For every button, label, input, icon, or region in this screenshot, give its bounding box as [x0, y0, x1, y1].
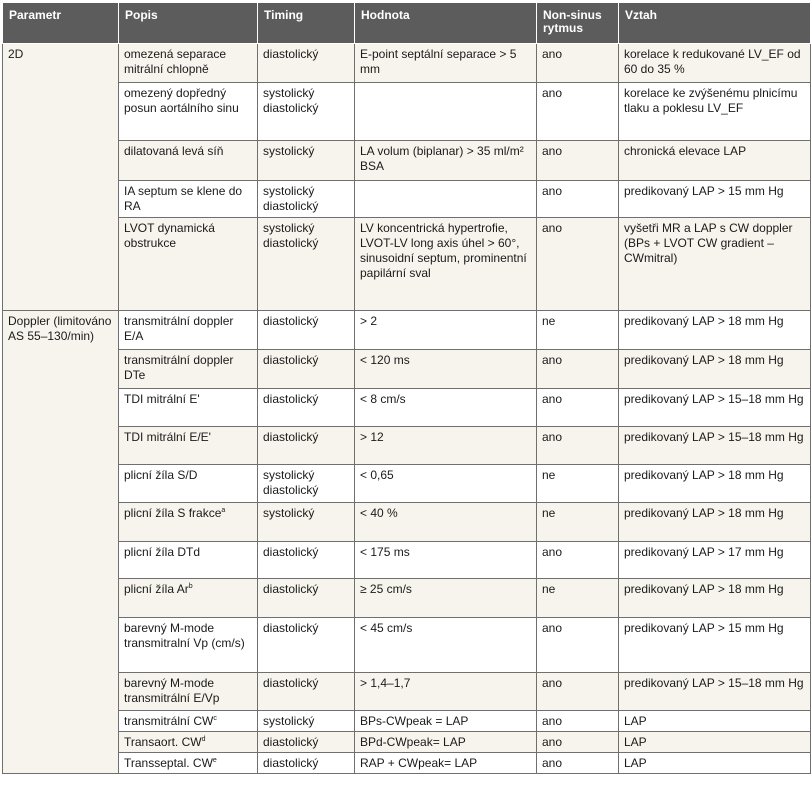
- cell-hodnota: [355, 618, 537, 673]
- cell-timing: [258, 218, 355, 311]
- cell-non-sinus-text: ano: [542, 221, 563, 235]
- cell-popis-text: Transaort. CW: [124, 735, 202, 749]
- cell-timing-text: systolický: [263, 714, 315, 728]
- cell-vztah: [619, 753, 811, 774]
- cell-vztah: [619, 311, 811, 350]
- cell-timing-text: systolický: [263, 144, 315, 158]
- cell-hodnota-text: E-point septální separace > 5 mm: [360, 47, 517, 76]
- cell-timing: [258, 711, 355, 732]
- cell-popis-text: plicní žíla S frakce: [124, 506, 222, 520]
- cell-timing-text: systolický diastolický: [263, 86, 319, 115]
- cell-timing: [258, 732, 355, 753]
- table-row: [3, 711, 811, 732]
- cell-vztah-text: predikovaný LAP > 18 mm Hg: [624, 314, 784, 328]
- cell-timing: [258, 311, 355, 350]
- cell-vztah: [619, 181, 811, 218]
- cell-timing-text: systolický diastolický: [263, 468, 319, 497]
- cell-popis-text: IA septum se klene do RA: [124, 184, 243, 213]
- table-row: [3, 218, 811, 311]
- cell-vztah-text: predikovaný LAP > 18 mm Hg: [624, 468, 784, 482]
- cell-popis: [119, 311, 258, 350]
- cell-vztah-text: predikovaný LAP > 18 mm Hg: [624, 582, 784, 596]
- group-doppler: Doppler (limitováno AS 55–130/min): [3, 311, 119, 774]
- group-2d: 2D: [3, 44, 119, 311]
- cell-popis: [119, 44, 258, 83]
- cell-non-sinus: [537, 44, 619, 83]
- cell-non-sinus: [537, 350, 619, 389]
- table-row: [3, 753, 811, 774]
- cell-vztah: [619, 389, 811, 427]
- cell-popis-text: dilatovaná levá síň: [124, 144, 224, 158]
- cell-popis-text: transmitrální doppler DTe: [124, 353, 234, 382]
- cell-vztah-text: predikovaný LAP > 15–18 mm Hg: [624, 430, 804, 444]
- cell-non-sinus-text: ano: [542, 184, 563, 198]
- cell-non-sinus: [537, 427, 619, 465]
- table-row: [3, 350, 811, 389]
- cell-vztah-text: chronická elevace LAP: [624, 144, 747, 158]
- cell-popis: [119, 465, 258, 503]
- cell-vztah: [619, 732, 811, 753]
- cell-hodnota-text: < 0,65: [360, 468, 394, 482]
- cell-hodnota: [355, 389, 537, 427]
- cell-popis-text: plicní žíla Ar: [124, 582, 189, 596]
- table-row: [3, 44, 811, 83]
- cell-popis: [119, 83, 258, 141]
- cell-non-sinus-text: ano: [542, 86, 563, 100]
- cell-hodnota: [355, 753, 537, 774]
- cell-popis: [119, 389, 258, 427]
- cell-timing: [258, 579, 355, 618]
- cell-hodnota-text: LV koncentrická hypertrofie, LVOT-LV long axis úhel > 60°, sinusoidní septum, prominentní papilární sval: [360, 221, 527, 280]
- cell-vztah-text: predikovaný LAP > 15–18 mm Hg: [624, 392, 804, 406]
- cell-vztah: [619, 542, 811, 579]
- cell-vztah: [619, 44, 811, 83]
- cell-timing: [258, 141, 355, 181]
- table-row: [3, 427, 811, 465]
- cell-vztah-text: LAP: [624, 756, 647, 770]
- cell-non-sinus: [537, 618, 619, 673]
- cell-popis-text: omezený dopředný posun aortálního sinu: [124, 86, 239, 115]
- table-header-row: [3, 3, 811, 44]
- table-row: [3, 83, 811, 141]
- cell-non-sinus-text: ano: [542, 144, 563, 158]
- cell-vztah-text: predikovaný LAP > 18 mm Hg: [624, 506, 784, 520]
- table-row: [3, 673, 811, 711]
- cell-popis-text: plicní žíla S/D: [124, 468, 198, 482]
- header-hodnota: Hodnota: [355, 3, 537, 44]
- cell-vztah-text: predikovaný LAP > 15 mm Hg: [624, 184, 784, 198]
- cell-timing: [258, 673, 355, 711]
- cell-vztah: [619, 427, 811, 465]
- cell-popis: [119, 141, 258, 181]
- table-row: [3, 181, 811, 218]
- cell-non-sinus: [537, 83, 619, 141]
- cell-timing: [258, 465, 355, 503]
- cell-hodnota-text: BPd-CWpeak= LAP: [360, 735, 466, 749]
- table-row: [3, 579, 811, 618]
- cell-timing: [258, 542, 355, 579]
- cell-vztah-text: predikovaný LAP > 17 mm Hg: [624, 545, 784, 559]
- cell-hodnota-text: > 2: [360, 314, 378, 328]
- cell-hodnota: [355, 311, 537, 350]
- cell-vztah: [619, 218, 811, 311]
- cell-timing-text: diastolický: [263, 582, 319, 596]
- header-timing: Timing: [258, 3, 355, 44]
- cell-vztah: [619, 465, 811, 503]
- cell-non-sinus-text: ne: [542, 582, 556, 596]
- cell-non-sinus: [537, 141, 619, 181]
- cell-timing-text: diastolický: [263, 314, 319, 328]
- footnote-marker: b: [188, 583, 193, 590]
- cell-popis: [119, 579, 258, 618]
- cell-hodnota: [355, 503, 537, 542]
- cell-vztah-text: LAP: [624, 714, 647, 728]
- cell-popis-text: transmitrální CW: [124, 714, 214, 728]
- cell-vztah-text: LAP: [624, 735, 647, 749]
- cell-non-sinus-text: ano: [542, 676, 563, 690]
- cell-vztah-text: vyšetři MR a LAP s CW doppler (BPs + LVOT CW gradient – CWmitral): [624, 221, 793, 265]
- cell-hodnota-text: BPs-CWpeak = LAP: [360, 714, 469, 728]
- cell-popis: [119, 503, 258, 542]
- cell-hodnota-text: < 45 cm/s: [360, 621, 413, 635]
- cell-timing-text: diastolický: [263, 430, 319, 444]
- cell-non-sinus-text: ano: [542, 430, 563, 444]
- cell-non-sinus-text: ano: [542, 545, 563, 559]
- cell-timing-text: systolický diastolický: [263, 184, 319, 213]
- cell-popis: [119, 732, 258, 753]
- header-vztah: Vztah: [619, 3, 811, 44]
- cell-vztah: [619, 673, 811, 711]
- cell-vztah-text: predikovaný LAP > 15–18 mm Hg: [624, 676, 804, 690]
- cell-popis: [119, 350, 258, 389]
- cell-hodnota-text: ≥ 25 cm/s: [360, 582, 412, 596]
- cell-timing-text: diastolický: [263, 392, 319, 406]
- cell-hodnota-text: > 1,4–1,7: [360, 676, 411, 690]
- cell-popis-text: transmitrální doppler E/A: [124, 314, 234, 343]
- cell-timing-text: diastolický: [263, 756, 319, 770]
- cell-popis-text: Transseptal. CW: [124, 756, 213, 770]
- cell-popis-text: barevný M-mode transmitralní Vp (cm/s): [124, 621, 245, 650]
- cell-non-sinus-text: ano: [542, 47, 563, 61]
- cell-hodnota: [355, 465, 537, 503]
- cell-timing: [258, 181, 355, 218]
- cell-timing: [258, 83, 355, 141]
- cell-non-sinus: [537, 673, 619, 711]
- header-non-sinus: Non-sinus rytmus: [537, 3, 619, 44]
- cell-hodnota-text: < 175 ms: [360, 545, 410, 559]
- cell-hodnota: [355, 218, 537, 311]
- cell-non-sinus: [537, 579, 619, 618]
- cell-non-sinus-text: ano: [542, 392, 563, 406]
- cell-non-sinus: [537, 389, 619, 427]
- cell-non-sinus: [537, 732, 619, 753]
- cell-hodnota-text: < 40 %: [360, 506, 398, 520]
- cell-non-sinus-text: ano: [542, 756, 563, 770]
- cell-vztah: [619, 350, 811, 389]
- cell-timing-text: diastolický: [263, 353, 319, 367]
- cell-hodnota: [355, 579, 537, 618]
- cell-popis: [119, 753, 258, 774]
- table-row: [3, 141, 811, 181]
- cell-popis: [119, 542, 258, 579]
- cell-hodnota-text: RAP + CWpeak= LAP: [360, 756, 478, 770]
- header-parametr: Parametr: [3, 3, 119, 44]
- table-row: [3, 389, 811, 427]
- cell-hodnota: [355, 83, 537, 141]
- cell-timing-text: diastolický: [263, 735, 319, 749]
- cell-non-sinus: [537, 181, 619, 218]
- cell-timing-text: diastolický: [263, 621, 319, 635]
- cell-popis: [119, 427, 258, 465]
- cell-vztah: [619, 618, 811, 673]
- cell-hodnota: [355, 181, 537, 218]
- cell-non-sinus-text: ano: [542, 714, 563, 728]
- cell-timing-text: systolický diastolický: [263, 221, 319, 250]
- cell-non-sinus: [537, 311, 619, 350]
- cell-non-sinus-text: ne: [542, 314, 556, 328]
- cell-timing-text: diastolický: [263, 47, 319, 61]
- cell-non-sinus: [537, 753, 619, 774]
- cell-hodnota-text: < 120 ms: [360, 353, 410, 367]
- footnote-marker: a: [221, 507, 226, 514]
- header-popis: Popis: [119, 3, 258, 44]
- cell-hodnota: [355, 350, 537, 389]
- table-row: [3, 311, 811, 350]
- table-row: [3, 542, 811, 579]
- cell-hodnota: [355, 732, 537, 753]
- cell-timing: [258, 503, 355, 542]
- cell-popis-text: TDI mitrální E/E': [124, 430, 211, 444]
- parameter-table: [2, 2, 811, 774]
- cell-hodnota-text: LA volum (biplanar) > 35 ml/m² BSA: [360, 144, 524, 173]
- cell-timing: [258, 44, 355, 83]
- table-row: [3, 503, 811, 542]
- cell-vztah: [619, 579, 811, 618]
- cell-hodnota-text: > 12: [360, 430, 384, 444]
- cell-vztah-text: korelace ke zvýšenému plnicímu tlaku a poklesu LV_EF: [624, 86, 798, 115]
- cell-timing: [258, 618, 355, 673]
- cell-hodnota-text: < 8 cm/s: [360, 392, 406, 406]
- cell-timing: [258, 350, 355, 389]
- table-row: [3, 732, 811, 753]
- cell-popis-text: plicní žíla DTd: [124, 545, 201, 559]
- cell-popis: [119, 673, 258, 711]
- cell-hodnota: [355, 542, 537, 579]
- cell-vztah-text: predikovaný LAP > 15 mm Hg: [624, 621, 784, 635]
- cell-vztah: [619, 503, 811, 542]
- footnote-marker: c: [213, 715, 217, 722]
- cell-timing-text: diastolický: [263, 676, 319, 690]
- cell-hodnota: [355, 711, 537, 732]
- cell-popis: [119, 218, 258, 311]
- cell-non-sinus: [537, 711, 619, 732]
- cell-vztah: [619, 141, 811, 181]
- cell-non-sinus-text: ano: [542, 735, 563, 749]
- cell-vztah-text: predikovaný LAP > 18 mm Hg: [624, 353, 784, 367]
- cell-vztah: [619, 83, 811, 141]
- cell-hodnota: [355, 673, 537, 711]
- cell-timing-text: systolický: [263, 506, 315, 520]
- cell-popis-text: LVOT dynamická obstrukce: [124, 221, 215, 250]
- cell-vztah: [619, 711, 811, 732]
- cell-non-sinus: [537, 503, 619, 542]
- cell-non-sinus: [537, 542, 619, 579]
- cell-timing: [258, 753, 355, 774]
- cell-non-sinus-text: ano: [542, 353, 563, 367]
- cell-popis-text: TDI mitrální E': [124, 392, 200, 406]
- cell-timing-text: diastolický: [263, 545, 319, 559]
- cell-hodnota: [355, 44, 537, 83]
- cell-non-sinus-text: ne: [542, 506, 556, 520]
- footnote-marker: e: [212, 757, 217, 764]
- table-row: [3, 465, 811, 503]
- cell-non-sinus: [537, 465, 619, 503]
- cell-popis: [119, 181, 258, 218]
- cell-non-sinus-text: ne: [542, 468, 556, 482]
- footnote-marker: d: [201, 736, 206, 743]
- cell-popis-text: omezená separace mitrální chlopně: [124, 47, 227, 76]
- cell-vztah-text: korelace k redukované LV_EF od 60 do 35 %: [624, 47, 801, 76]
- cell-timing: [258, 389, 355, 427]
- cell-popis: [119, 618, 258, 673]
- cell-hodnota: [355, 141, 537, 181]
- cell-non-sinus: [537, 218, 619, 311]
- cell-non-sinus-text: ano: [542, 621, 563, 635]
- cell-timing: [258, 427, 355, 465]
- table-row: [3, 618, 811, 673]
- cell-hodnota: [355, 427, 537, 465]
- cell-popis: [119, 711, 258, 732]
- cell-popis-text: barevný M-mode transmitrální E/Vp: [124, 676, 220, 705]
